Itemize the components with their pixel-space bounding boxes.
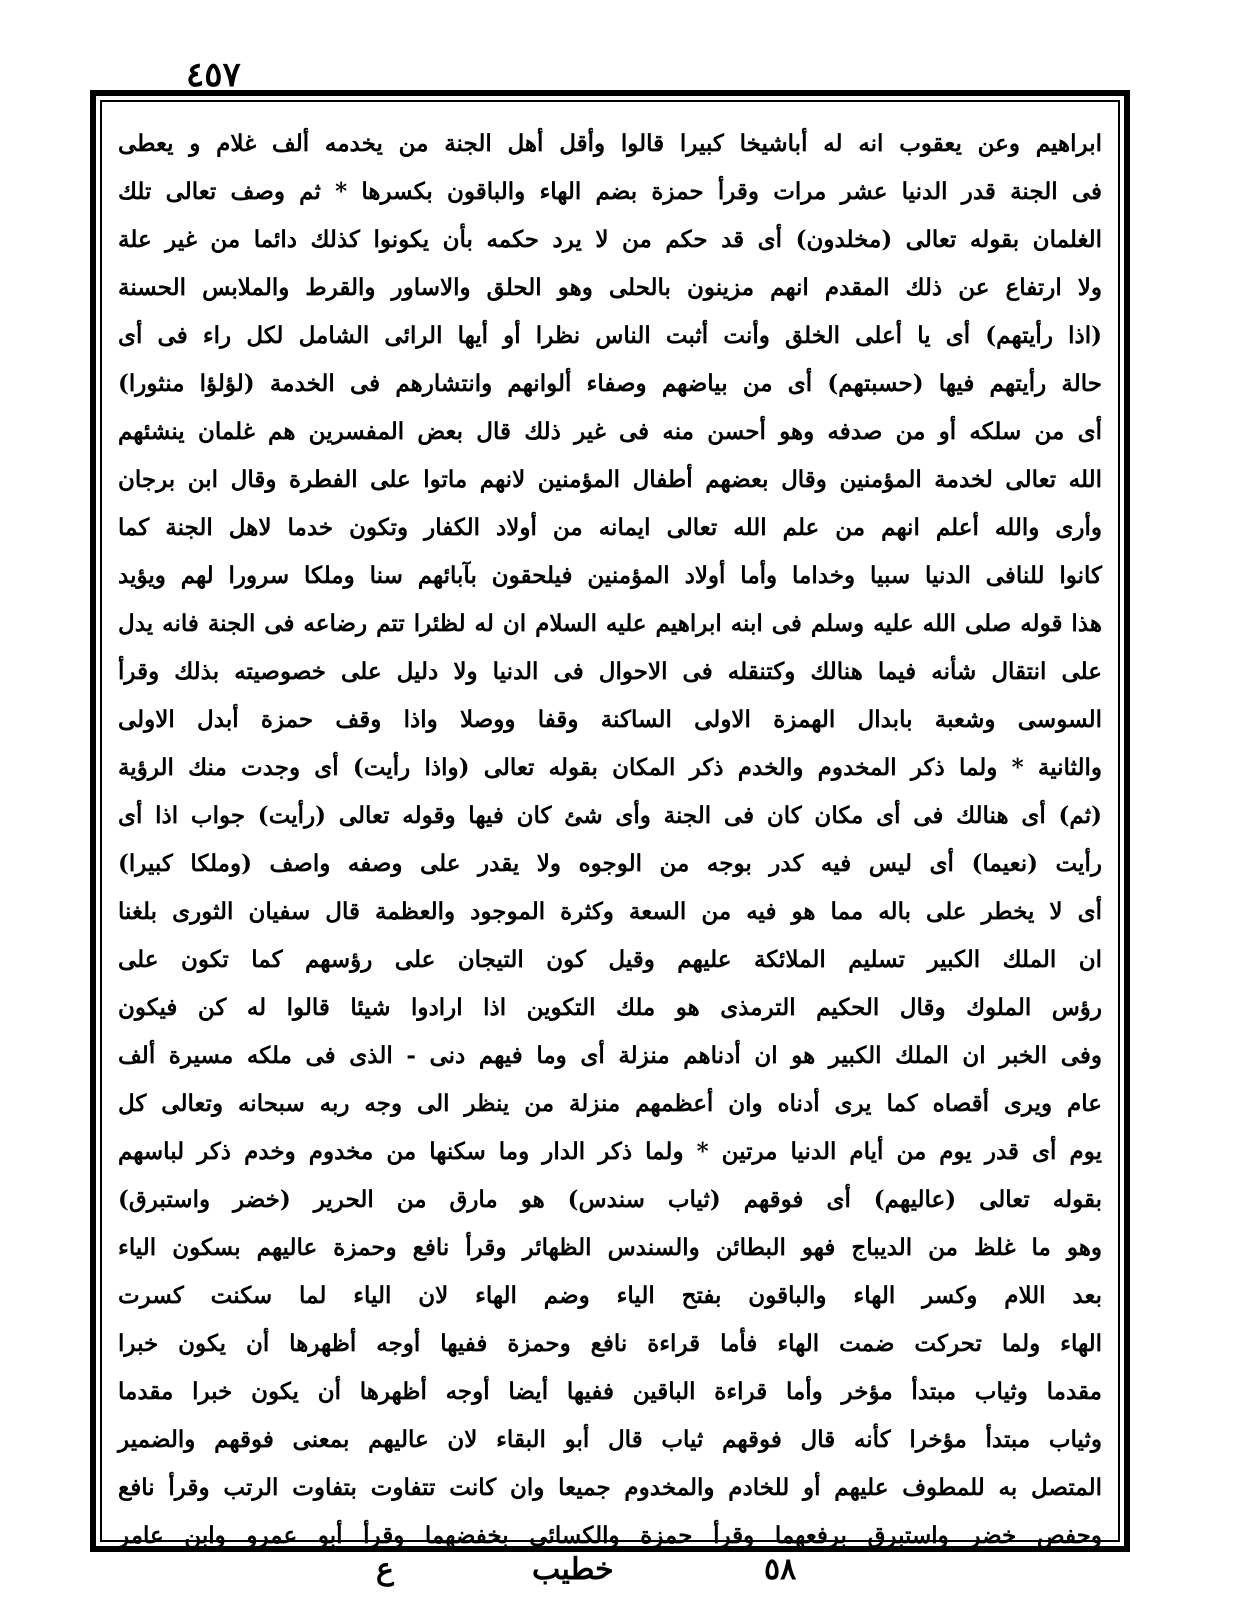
text-body bbox=[118, 120, 1103, 1549]
text-line: الهاء ولما تحركت ضمت الهاء فأما قراءة نافع وحمزة ففيها أوجه أظهرها أن يكون خبرا bbox=[118, 1330, 1102, 1357]
signature-word: خطيب bbox=[532, 1552, 614, 1587]
text-line: المتصل به للمطوف عليهم أو للخادم والمخدوم جميعا وان كانت تتفاوت بتفاوت الرتب وقرأ نافع bbox=[118, 1474, 1102, 1501]
text-line: وهو ما غلظ من الديباج فهو البطائن والسندس الظهائر وقرأ نافع وحمزة عاليهم بسكون الياء bbox=[118, 1234, 1102, 1261]
page-footer bbox=[0, 1552, 1240, 1602]
text-line: وثياب مبتدأ مؤخرا كأنه قال فوقهم ثياب قال أبو البقاء لان عاليهم بمعنى فوقهم والضمير bbox=[118, 1426, 1102, 1453]
text-line: رأيت (نعيما) أى ليس فيه كدر بوجه من الوجوه ولا يقدر على وصفه واصف (وملكا كبيرا) bbox=[118, 850, 1102, 877]
text-line: فى الجنة قدر الدنيا عشر مرات وقرأ حمزة بضم الهاء والباقون بكسرها * ثم وصف تعالى تلك bbox=[118, 178, 1102, 205]
text-line: على انتقال شأنه فيما هنالك وكتنقله فى الاحوال فى الدنيا ولا دليل على خصوصيته بذلك وقرأ bbox=[118, 658, 1102, 685]
text-line: بقوله تعالى (عاليهم) أى فوقهم (ثياب سندس) هو مارق من الحرير (خضر واستبرق) bbox=[118, 1186, 1102, 1213]
text-line: وحفص خضر واستبرق برفعهما وقرأ حمزة والكسائى بخفضهما وقرأ أبو عمرو وابن عامر bbox=[118, 1522, 1102, 1549]
text-line: مقدما وثياب مبتدأ مؤخر وأما قراءة الباقين ففيها أيضا أوجه أظهرها أن يكون خبرا مقدما bbox=[118, 1378, 1102, 1405]
text-line: رؤس الملوك وقال الحكيم الترمذى هو ملك التكوين اذا ارادوا شيئا قالوا له كن فيكون bbox=[118, 994, 1102, 1021]
text-line: يوم أى قدر يوم من أيام الدنيا مرتين * ولما ذكر الدار وما سكنها من مخدوم وخدم ذكر لباسهم bbox=[118, 1138, 1102, 1165]
text-line: أى من سلكه أو من صدفه وهو أحسن منه فى غير ذلك قال بعض المفسرين هم غلمان ينشئهم bbox=[118, 418, 1102, 445]
text-line: ابراهيم وعن يعقوب انه له أباشيخا كبيرا قالوا وأقل أهل الجنة من يخدمه ألف غلام و يعطى bbox=[118, 130, 1102, 157]
text-line: وأرى والله أعلم انهم من علم الله تعالى ايمانه من أولاد الكفار وتكون خدما لاهل الجنة كما bbox=[118, 514, 1102, 541]
text-line: هذا قوله صلى الله عليه وسلم فى ابنه ابراهيم عليه السلام ان له لظئرا تتم رضاعه فى الجنة فانه يدل bbox=[118, 610, 1102, 637]
text-line: ان الملك الكبير تسليم الملائكة عليهم وقيل كون التيجان على رؤسهم كما تكون على bbox=[118, 946, 1102, 973]
text-line: بعد اللام وكسر الهاء والباقون بفتح الياء وضم الهاء لان الياء لما سكنت كسرت bbox=[118, 1282, 1103, 1309]
text-line: والثانية * ولما ذكر المخدوم والخدم ذكر المكان بقوله تعالى (واذا رأيت) أى وجدت منك الرؤية bbox=[118, 754, 1102, 781]
text-line: وفى الخبر ان الملك الكبير هو ان أدناهم منزلة أى وما فيهم دنى - الذى فى ملكه مسيرة ألف bbox=[118, 1042, 1103, 1069]
text-line: حالة رأيتهم فيها (حسبتهم) أى من بياضهم وصفاء ألوانهم وانتشارهم فى الخدمة (لؤلؤا منثورا) bbox=[118, 370, 1102, 397]
text-line: السوسى وشعبة بابدال الهمزة الاولى الساكنة وقفا ووصلا واذا وقف حمزة أبدل الاولى bbox=[118, 706, 1102, 733]
signature-letter: ع bbox=[376, 1552, 394, 1587]
signature-number: ٥٨ bbox=[764, 1552, 797, 1587]
text-line: عام ويرى أقصاه كما يرى أدناه وان أعظمهم منزلة من ينظر الى وجه ربه سبحانه وتعالى كل bbox=[118, 1090, 1102, 1117]
text-line: ولا ارتفاع عن ذلك المقدم انهم مزينون بالحلى وهو الحلق والاساور والقرط والملابس الحسنة bbox=[118, 274, 1102, 301]
page-number: ٤٥٧ bbox=[186, 55, 241, 95]
text-line: كانوا للنافى الدنيا سبيا وخداما وأما أولاد المؤمنين فيلحقون بآبائهم سنا وملكا سرورا لهم ويؤيد bbox=[118, 562, 1102, 589]
text-line: الله تعالى لخدمة المؤمنين وقال بعضهم أطفال المؤمنين لانهم ماتوا على الفطرة وقال ابن برجان bbox=[118, 466, 1102, 493]
text-line: الغلمان بقوله تعالى (مخلدون) أى قد حكم من لا يرد حكمه بأن يكونوا كذلك دائما من غير علة bbox=[118, 226, 1102, 253]
text-line: أى لا يخطر على باله مما هو فيه من السعة وكثرة الموجود والعظمة قال سفيان الثورى بلغنا bbox=[118, 898, 1102, 925]
text-line: (اذا رأيتهم) أى يا أعلى الخلق وأنت أثبت الناس نظرا أو أيها الرائى الشامل لكل راء فى أى bbox=[118, 322, 1102, 349]
text-line: (ثم) أى هنالك فى أى مكان كان فى الجنة وأى شئ كان فيها وقوله تعالى (رأيت) جواب اذا أى bbox=[118, 802, 1102, 829]
